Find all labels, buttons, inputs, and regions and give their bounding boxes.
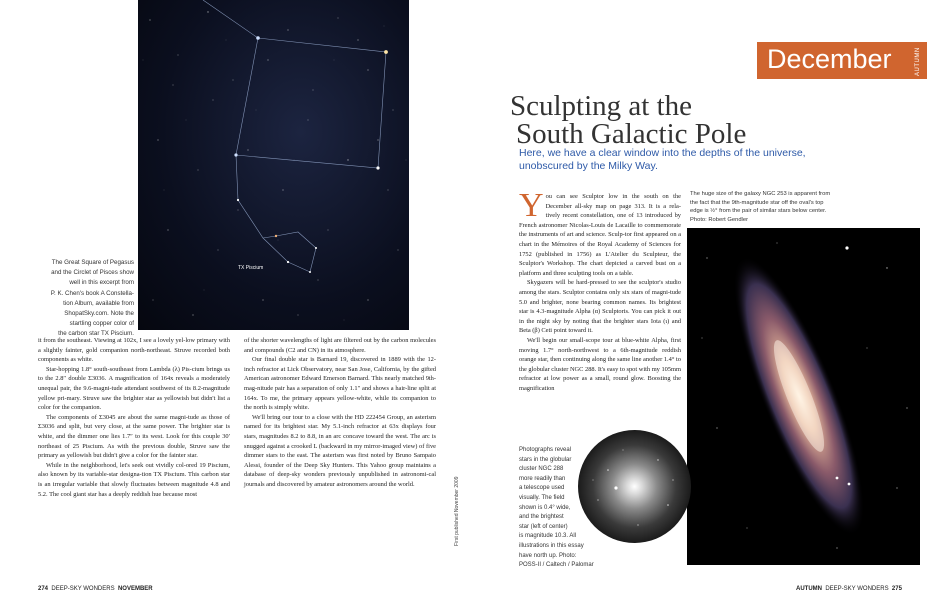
left-footer: 274 DEEP-SKY WONDERS NOVEMBER xyxy=(38,586,153,592)
right-column-text: You can see Sculptor low in the south on the December all-sky map on page 313. It is a rela-tively recent constellation, one of 13 introduced by French astronomer Nicolas-Louis de Lacaille to commemorate the instruments of art and science. Sculp-tor first appeared on a chart in the Mémoires of the Royal Academy of Sciences for 1752 (published in 1756) as L'Atelier du Sculpteur, the Sculptor's Workshop. The chart depicted a carved bust on a platform and three sculpting tools on a table. Skygazers will be hard-pressed to see the sculptor's studio among the stars. Sculptor contains only six stars of magni-tude 5.0 and brighter, none bearing common names. Its brightest star is 4.3-magnitude Alpha (α) Sculptoris. You can pick it out in the night sky by noting that the brighter stars Iota (ι) and Beta (β) Ceti point toward it. We'll begin our small-scope tour at blue-white Alpha, first moving 1.7° north-northwest to a 6th-magnitude reddish orange star, then continuing along the same line another 1.4° to the globular cluster NGC 288. It's easy to spot with my 105mm refractor at low power as a small, round glow. Boosting the magnification xyxy=(519,187,681,392)
drop-cap: Y xyxy=(519,187,544,224)
banner-season: AUTUMN xyxy=(915,47,921,76)
constellation-photo xyxy=(138,0,409,330)
galaxy-photo xyxy=(687,228,920,565)
left-photo-caption: The Great Square of Pegasus and the Circlet of Pisces show well in this excerpt from P. K. Chen's book A Constella- tion Album, available from ShopatSky.com. Note the startling copper color of the carbon star TX Piscium. xyxy=(50,259,134,338)
right-footer: AUTUMN DEEP-SKY WONDERS 275 xyxy=(796,586,902,592)
first-published-note: First published November 2009 xyxy=(454,476,460,546)
banner-month: December xyxy=(767,44,892,74)
left-column-1: it from the southeast. Viewing at 102x, I see a lovely yel-low primary with a slightly fainter, gold companion north-northeast. Struve recorded both components as white. Star-hopping 1.8° south-southeast from Lambda (λ) Pis-cium brings us to the 2.8″ double Σ3036. A magnification of 164x reveals a moderately unequal pair, the 9.6-magni-tude attendant southwest of its 8.2-magnitude yellow pri-mary. Struve saw the brighter star as yellowish but didn't list a color for the companion. The components of Σ3045 are about the same magni-tude as those of Σ3036 and split, but very close, at the same power. The brighter star is white, and the dimmer one lies 1.7″ to its west. Look for this couple 30′ northeast of 25 Piscium. As with the previous double, Struve saw the primary as yellowish but didn't give a color for the fainter star. While in the neighborhood, let's seek out vividly col-ored 19 Piscium, also known by its variable-star designa-tion TX Piscium. This carbon star is an irregular variable that slowly fluctuates between magnitude 4.8 and 5.2. The cool giant star has a deeply reddish hue because most xyxy=(38,337,230,498)
article-title: Sculpting at the South Galactic Pole xyxy=(510,90,747,150)
cluster-caption: Photographs reveal stars in the globular cluster NGC 288 more readily than a telescope used visually. The field shown is 0.4° wide, and the brightest star (left of center) is magnitude 10.3. All illustrations in this essay have north up. Photo: POSS-II / Caltech / Palomar xyxy=(519,447,594,569)
tx-piscium-label: TX Piscium xyxy=(238,265,264,271)
article-subtitle: Here, we have a clear window into the depths of the universe, unobscured by the Milky Way. xyxy=(519,147,806,172)
galaxy-caption: The huge size of the galaxy NGC 253 is apparent from the fact that the 9th-magnitude star off the oval's top edge is ½° from the pair of similar stars below center. Photo: Robert Gendler xyxy=(690,191,831,223)
left-column-2: of the shorter wavelengths of light are filtered out by the carbon molecules and compounds (C2 and CN) in its atmosphere. Our final double star is Barnard 19, discovered in 1889 with the 12-inch refractor at Lick Observatory, near San Jose, California, by the gifted American astronomer Edward Emerson Barnard. This nearly matched 9th-mag-nitude pair has a separation of only 1.1″ and shows a hair-line split at 164x. To me, the primary appears yellow-white, while its companion to the north is simply white. We'll bring our tour to a close with the HD 222454 Group, an asterism named for its brightest star. My 5.1-inch refractor at 63x displays four stars, magnitudes 8.2 to 8.8, in an arc concave toward the west. The arc is snugged against a crooked L (backward in my mirror-imaged view) of five dimmer stars to the east. The asterism was first noted by Bruno Sampaio Alessi, founder of the Deep Sky Hunters. This Yahoo group maintains a database of deep-sky wonders previously unpublished in astronomi-cal journals and discovered by amateur astronomers around the world. xyxy=(244,337,436,488)
